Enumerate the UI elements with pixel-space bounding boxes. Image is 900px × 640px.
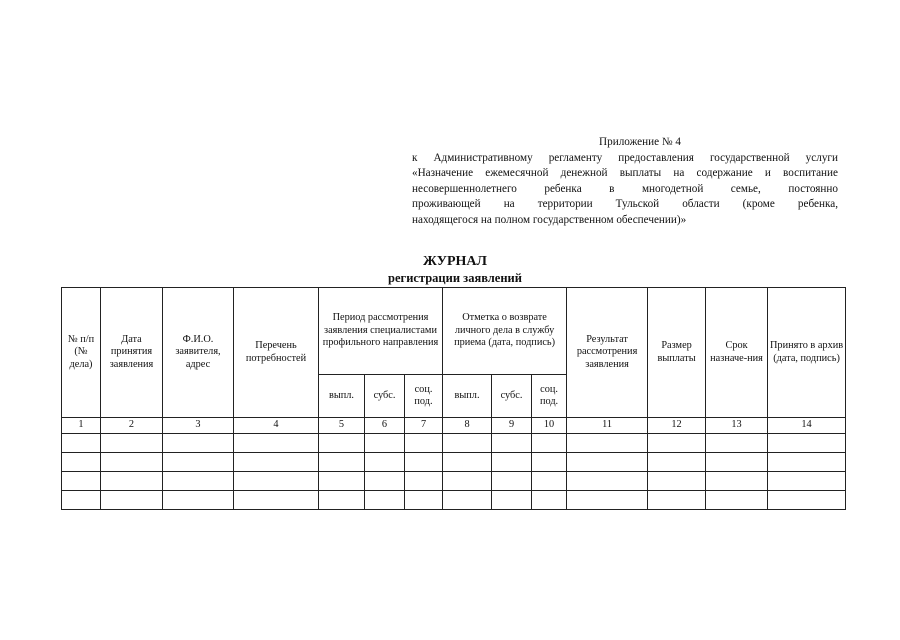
empty-cell bbox=[768, 491, 846, 510]
empty-cell bbox=[62, 453, 101, 472]
empty-cell bbox=[443, 472, 492, 491]
empty-cell bbox=[234, 491, 319, 510]
empty-cell bbox=[62, 434, 101, 453]
empty-cell bbox=[365, 472, 405, 491]
empty-cell bbox=[648, 472, 706, 491]
subheader-return-vypl: выпл. bbox=[443, 375, 492, 418]
column-number: 8 bbox=[443, 418, 492, 434]
empty-cell bbox=[365, 453, 405, 472]
column-number: 14 bbox=[768, 418, 846, 434]
empty-cell bbox=[62, 491, 101, 510]
empty-cell bbox=[443, 491, 492, 510]
header-fio: Ф.И.О. заявителя, адрес bbox=[163, 288, 234, 418]
registration-table bbox=[61, 287, 846, 510]
empty-cell bbox=[163, 453, 234, 472]
subheader-review-soc: соц. под. bbox=[405, 375, 443, 418]
header-archive: Принято в архив (дата, подпись) bbox=[768, 288, 846, 418]
empty-cell bbox=[405, 472, 443, 491]
empty-cell bbox=[101, 434, 163, 453]
empty-cell bbox=[567, 491, 648, 510]
header-return-mark: Отметка о возврате личного дела в службу приема (дата, подпись) bbox=[443, 288, 567, 375]
empty-cell bbox=[365, 434, 405, 453]
empty-cell bbox=[492, 453, 532, 472]
empty-cell bbox=[706, 434, 768, 453]
column-number: 12 bbox=[648, 418, 706, 434]
appendix-title: Приложение № 4 bbox=[599, 136, 681, 148]
empty-cell bbox=[62, 472, 101, 491]
empty-cell bbox=[567, 472, 648, 491]
column-number-row bbox=[62, 418, 846, 434]
empty-cell bbox=[405, 434, 443, 453]
column-number: 1 bbox=[62, 418, 101, 434]
empty-cell bbox=[706, 491, 768, 510]
empty-cell bbox=[405, 491, 443, 510]
column-number: 2 bbox=[101, 418, 163, 434]
empty-cell bbox=[319, 472, 365, 491]
header-row bbox=[62, 288, 846, 375]
header-result: Результат рассмотрения заявления bbox=[567, 288, 648, 418]
column-number: 3 bbox=[163, 418, 234, 434]
column-number: 10 bbox=[532, 418, 567, 434]
journal-title: ЖУРНАЛ bbox=[423, 254, 487, 269]
empty-cell bbox=[234, 434, 319, 453]
empty-cell bbox=[768, 453, 846, 472]
empty-cell bbox=[532, 453, 567, 472]
empty-cell bbox=[492, 434, 532, 453]
column-number: 9 bbox=[492, 418, 532, 434]
empty-cell bbox=[163, 472, 234, 491]
empty-cell bbox=[706, 472, 768, 491]
header-needs: Перечень потребностей bbox=[234, 288, 319, 418]
subheader-review-vypl: выпл. bbox=[319, 375, 365, 418]
empty-cell bbox=[319, 434, 365, 453]
column-number: 6 bbox=[365, 418, 405, 434]
subheader-return-subs: субс. bbox=[492, 375, 532, 418]
journal-subtitle: регистрации заявлений bbox=[388, 271, 522, 285]
empty-cell bbox=[443, 453, 492, 472]
empty-cell bbox=[234, 472, 319, 491]
empty-cell bbox=[648, 434, 706, 453]
appendix-line: к Административному регламенту предоставления государственной услуги bbox=[412, 151, 838, 164]
table-row bbox=[62, 434, 846, 453]
header-date: Дата принятия заявления bbox=[101, 288, 163, 418]
empty-cell bbox=[567, 453, 648, 472]
column-number: 11 bbox=[567, 418, 648, 434]
header-term: Срок назначе-ния bbox=[706, 288, 768, 418]
empty-cell bbox=[101, 491, 163, 510]
header-review-period: Период рассмотрения заявления специалистами профильного направления bbox=[319, 288, 443, 375]
empty-cell bbox=[365, 491, 405, 510]
appendix-line: находящегося на полном государственном обеспечении)» bbox=[412, 213, 687, 226]
empty-cell bbox=[532, 434, 567, 453]
appendix-line: проживающей на территории Тульской области (кроме ребенка, bbox=[412, 198, 838, 211]
empty-cell bbox=[101, 453, 163, 472]
column-number: 7 bbox=[405, 418, 443, 434]
empty-cell bbox=[405, 453, 443, 472]
empty-cell bbox=[648, 453, 706, 472]
empty-cell bbox=[443, 434, 492, 453]
empty-cell bbox=[163, 491, 234, 510]
empty-cell bbox=[492, 491, 532, 510]
empty-cell bbox=[567, 434, 648, 453]
column-number: 13 bbox=[706, 418, 768, 434]
appendix-block bbox=[412, 135, 838, 229]
empty-cell bbox=[706, 453, 768, 472]
empty-cell bbox=[648, 491, 706, 510]
empty-cell bbox=[768, 434, 846, 453]
empty-cell bbox=[492, 472, 532, 491]
empty-cell bbox=[163, 434, 234, 453]
empty-cell bbox=[532, 472, 567, 491]
appendix-line: несовершеннолетнего ребенка в многодетной семье, постоянно bbox=[412, 182, 838, 195]
empty-cell bbox=[234, 453, 319, 472]
empty-cell bbox=[532, 491, 567, 510]
appendix-line: «Назначение ежемесячной денежной выплаты на содержание и воспитание bbox=[412, 167, 838, 180]
subheader-review-subs: субс. bbox=[365, 375, 405, 418]
table-row bbox=[62, 472, 846, 491]
subheader-return-soc: соц. под. bbox=[532, 375, 567, 418]
empty-cell bbox=[101, 472, 163, 491]
table-row bbox=[62, 491, 846, 510]
column-number: 4 bbox=[234, 418, 319, 434]
empty-cell bbox=[768, 472, 846, 491]
header-amount: Размер выплаты bbox=[648, 288, 706, 418]
table-row bbox=[62, 453, 846, 472]
header-number: № п/п (№ дела) bbox=[62, 288, 101, 418]
empty-cell bbox=[319, 491, 365, 510]
column-number: 5 bbox=[319, 418, 365, 434]
empty-cell bbox=[319, 453, 365, 472]
